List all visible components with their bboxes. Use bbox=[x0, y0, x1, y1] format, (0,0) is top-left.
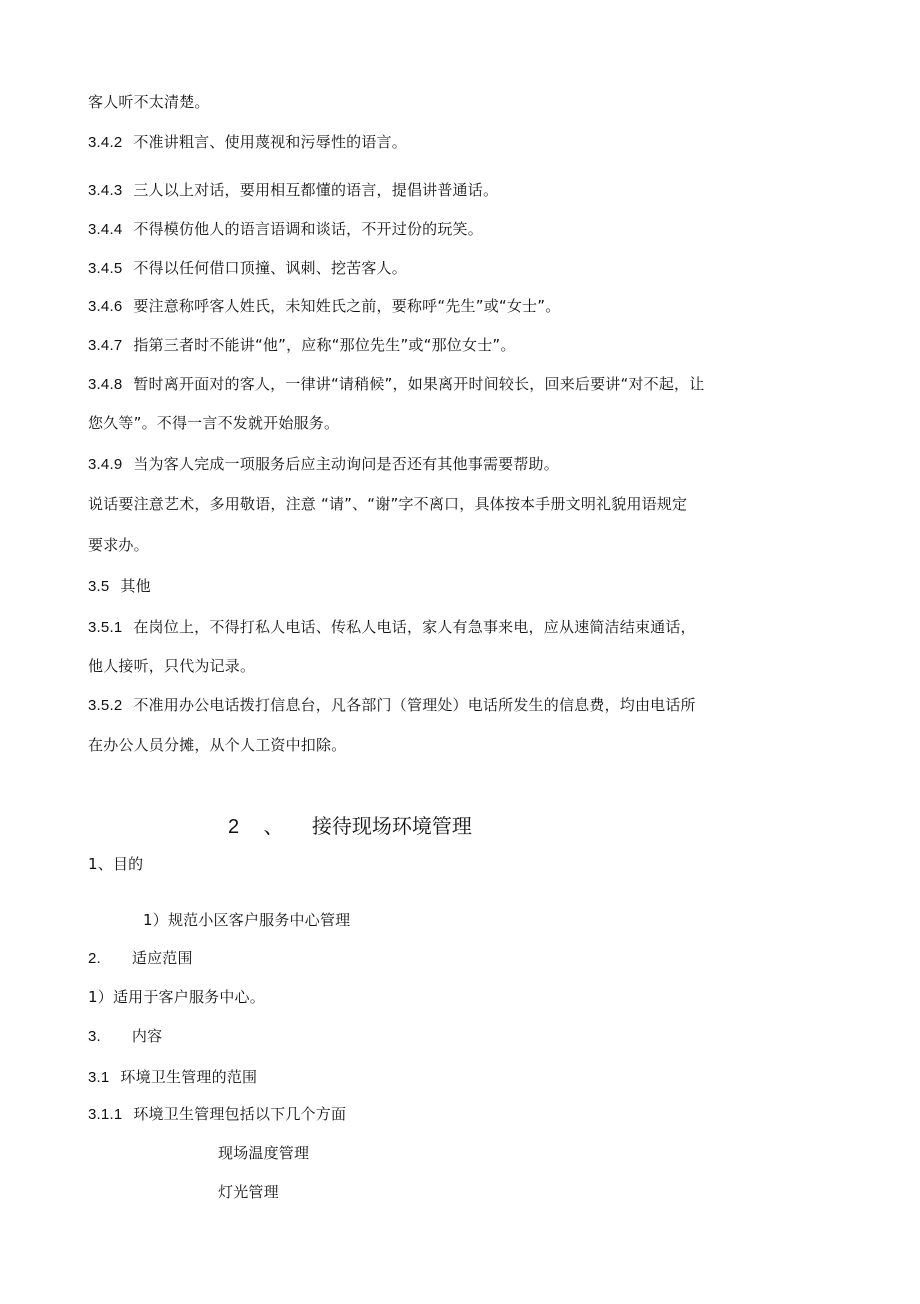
clause-number: 3.4.8 bbox=[88, 376, 123, 393]
section-title: 接待现场环境管理 bbox=[311, 814, 472, 838]
clause-number: 3.4.4 bbox=[88, 221, 123, 238]
clause-3-4-5 bbox=[88, 258, 407, 279]
clause-text: 不得以任何借口顶撞、讽刺、挖苦客人。 bbox=[133, 259, 407, 277]
clause-number: 3.5.1 bbox=[88, 619, 123, 636]
paragraph-line bbox=[88, 92, 210, 112]
line-text: 说话要注意艺术，多用敬语，注意 “请”、“谢”字不离口，具体按本手册文明礼貌用语规定 bbox=[88, 495, 688, 513]
list-item bbox=[218, 1182, 279, 1202]
list-item bbox=[218, 1143, 309, 1163]
clause-number: 2. bbox=[88, 950, 101, 967]
clause-text: 适用于客户服务中心。 bbox=[112, 988, 265, 1006]
clause-number: 1、 bbox=[88, 855, 113, 873]
clause-text: 当为客人完成一项服务后应主动询问是否还有其他事需要帮助。 bbox=[133, 455, 559, 473]
subsection-purpose bbox=[88, 854, 143, 874]
clause-text: 适应范围 bbox=[131, 949, 193, 967]
list-item-text: 现场温度管理 bbox=[218, 1144, 310, 1162]
line-text: 在办公人员分摊，从个人工资中扣除。 bbox=[88, 736, 347, 754]
scope-item bbox=[88, 987, 265, 1007]
clause-3-5-1 bbox=[88, 617, 696, 638]
subsection-content bbox=[88, 1026, 162, 1047]
clause-text: 目的 bbox=[112, 855, 144, 873]
clause-text: 其他 bbox=[120, 577, 151, 595]
clause-3-4-2 bbox=[88, 132, 407, 153]
clause-number: 3.4.6 bbox=[88, 298, 123, 315]
clause-number: 3.1 bbox=[88, 1069, 110, 1086]
clause-number: 3.4.3 bbox=[88, 182, 123, 199]
clause-3-5 bbox=[88, 576, 151, 597]
paragraph-line bbox=[88, 735, 346, 755]
purpose-item bbox=[143, 910, 350, 930]
clause-text: 指第三者时不能讲“他”，应称“那位先生”或“那位女士”。 bbox=[133, 336, 516, 354]
clause-3-4-8 bbox=[88, 374, 704, 395]
clause-text: 要注意称呼客人姓氏，未知姓氏之前，要称呼“先生”或“女士”。 bbox=[133, 297, 561, 315]
clause-number: 1） bbox=[143, 911, 168, 929]
clause-number: 1） bbox=[88, 988, 113, 1006]
paragraph-line bbox=[88, 494, 687, 514]
clause-text: 环境卫生管理的范围 bbox=[120, 1068, 258, 1086]
clause-text: 环境卫生管理包括以下几个方面 bbox=[133, 1105, 347, 1123]
line-text: 客人听不太清楚。 bbox=[88, 93, 210, 111]
line-text: 您久等”。不得一言不发就开始服务。 bbox=[88, 414, 340, 432]
section-heading bbox=[228, 812, 472, 841]
line-text: 要求办。 bbox=[88, 536, 149, 554]
clause-text: 暂时离开面对的客人，一律讲“请稍候”，如果离开时间较长，回来后要讲“对不起，让 bbox=[133, 375, 705, 393]
clause-3-4-7 bbox=[88, 335, 516, 356]
clause-number: 3.4.9 bbox=[88, 456, 123, 473]
clause-text: 不准讲粗言、使用蔑视和污辱性的语言。 bbox=[133, 133, 407, 151]
clause-number: 3.5.2 bbox=[88, 697, 123, 714]
clause-3-1 bbox=[88, 1067, 257, 1088]
clause-number: 3.4.5 bbox=[88, 260, 123, 277]
paragraph-line bbox=[88, 535, 149, 555]
clause-3-1-1 bbox=[88, 1104, 346, 1125]
list-item-text: 灯光管理 bbox=[218, 1183, 279, 1201]
clause-text: 内容 bbox=[131, 1027, 163, 1045]
clause-text: 不得模仿他人的语言语调和谈话，不开过份的玩笑。 bbox=[133, 220, 483, 238]
clause-number: 3.4.2 bbox=[88, 134, 123, 151]
clause-number: 3.1.1 bbox=[88, 1106, 123, 1123]
clause-3-4-9 bbox=[88, 454, 559, 475]
clause-text: 不准用办公电话拨打信息台，凡各部门（管理处）电话所发生的信息费，均由电话所 bbox=[133, 696, 696, 714]
clause-number: 3.4.7 bbox=[88, 337, 123, 354]
section-number: 2 bbox=[228, 816, 240, 838]
paragraph-line bbox=[88, 656, 255, 676]
clause-3-4-6 bbox=[88, 296, 560, 317]
clause-number: 3. bbox=[88, 1028, 101, 1045]
clause-3-4-3 bbox=[88, 180, 498, 201]
paragraph-line bbox=[88, 413, 339, 433]
clause-3-4-4 bbox=[88, 219, 483, 240]
clause-text: 规范小区客户服务中心管理 bbox=[167, 911, 351, 929]
subsection-scope bbox=[88, 948, 193, 969]
clause-3-5-2 bbox=[88, 695, 696, 716]
line-text: 他人接听，只代为记录。 bbox=[88, 657, 256, 675]
clause-number: 3.5 bbox=[88, 578, 110, 595]
section-separator: 、 bbox=[263, 814, 284, 838]
clause-text: 在岗位上，不得打私人电话、传私人电话，家人有急事来电，应从速简洁结束通话， bbox=[133, 618, 696, 636]
clause-text: 三人以上对话，要用相互都懂的语言，提倡讲普通话。 bbox=[133, 181, 499, 199]
